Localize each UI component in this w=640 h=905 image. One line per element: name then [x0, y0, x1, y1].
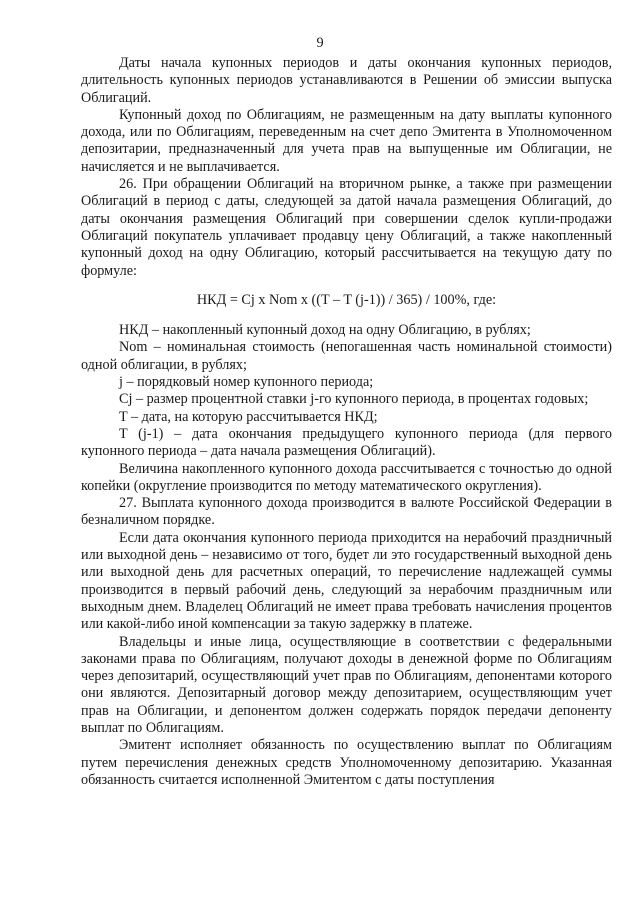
paragraph: Cj – размер процентной ставки j-го купонного периода, в процентах годовых; — [119, 391, 589, 408]
page-number: 9 — [316, 35, 324, 51]
paragraph: 27. Выплата купонного дохода производится в валюте Российской Федерации в безналичном порядке. — [81, 495, 612, 529]
paragraph: НКД – накопленный купонный доход на одну Облигацию, в рублях; — [119, 322, 531, 339]
paragraph: j – порядковый номер купонного периода; — [119, 374, 374, 391]
paragraph: Эмитент исполняет обязанность по осуществлению выплат по Облигациям путем перечисления денежных средств Уполномоченному депозитарию. Указанная обязанность считается исполненной Эмитентом с даты поступления — [81, 737, 612, 788]
paragraph: T (j-1) – дата окончания предыдущего купонного периода (для первого купонного периода – дата начала размещения Облигаций). — [81, 425, 612, 460]
paragraph: Nom – номинальная стоимость (непогашенная часть номинальной стоимости) одной облигации, в рублях; — [81, 339, 612, 373]
paragraph: T – дата, на которую рассчитывается НКД; — [119, 408, 378, 425]
paragraph: Величина накопленного купонного дохода рассчитывается с точностью до одной копейки (округление производится по методу математического округления). — [81, 460, 612, 494]
document-body — [81, 55, 612, 789]
paragraph: Если дата окончания купонного периода приходится на нерабочий праздничный или выходной день – независимо от того, будет ли это государственный выходной день или выходной день для расчетных операций, то перечисление надлежащей суммы производится в первый рабочий день, следующий за нерабочим праздничным или выходным днем. Владелец Облигаций не имеет права требовать начисления процентов или какой-либо иной компенсации за такую задержку в платеже. — [81, 529, 612, 633]
paragraph: Даты начала купонных периодов и даты окончания купонных периодов, длительность купонных периодов устанавливаются в Решении об эмиссии выпуска Облигаций. — [81, 55, 612, 106]
nkd-formula: НКД = Cj x Nom x ((T – T (j-1)) / 365) / 100%, где: — [196, 291, 497, 308]
paragraph: Владельцы и иные лица, осуществляющие в соответствии с федеральными законами права по Облигациям, получают доходы в денежной форме по Облигациям через депозитарий, осуществляющий учет прав по Облигациям, депонентами которого они являются. Депозитарный договор между депозитарием, осуществляющим учет прав на Облигации, и депонентом должен содержать порядок передачи депоненту выплат по Облигациям. — [81, 633, 612, 736]
paragraph: Купонный доход по Облигациям, не размещенным на дату выплаты купонного дохода, или по Облигациям, переведенным на счет депо Эмитента в Уполномоченном депозитарии, предназначенный для учета прав на выпущенные им Облигации, не начисляется и не выплачивается. — [81, 106, 612, 175]
paragraph: 26. При обращении Облигаций на вторичном рынке, а также при размещении Облигаций в период с даты, следующей за датой начала размещения Облигаций, до даты окончания размещения Облигаций при совершении сделок купли-продажи Облигаций покупатель уплачивает продавцу цену Облигаций, а также накопленный купонный доход на одну Облигацию, который рассчитывается на текущую дату по формуле: — [81, 176, 612, 279]
